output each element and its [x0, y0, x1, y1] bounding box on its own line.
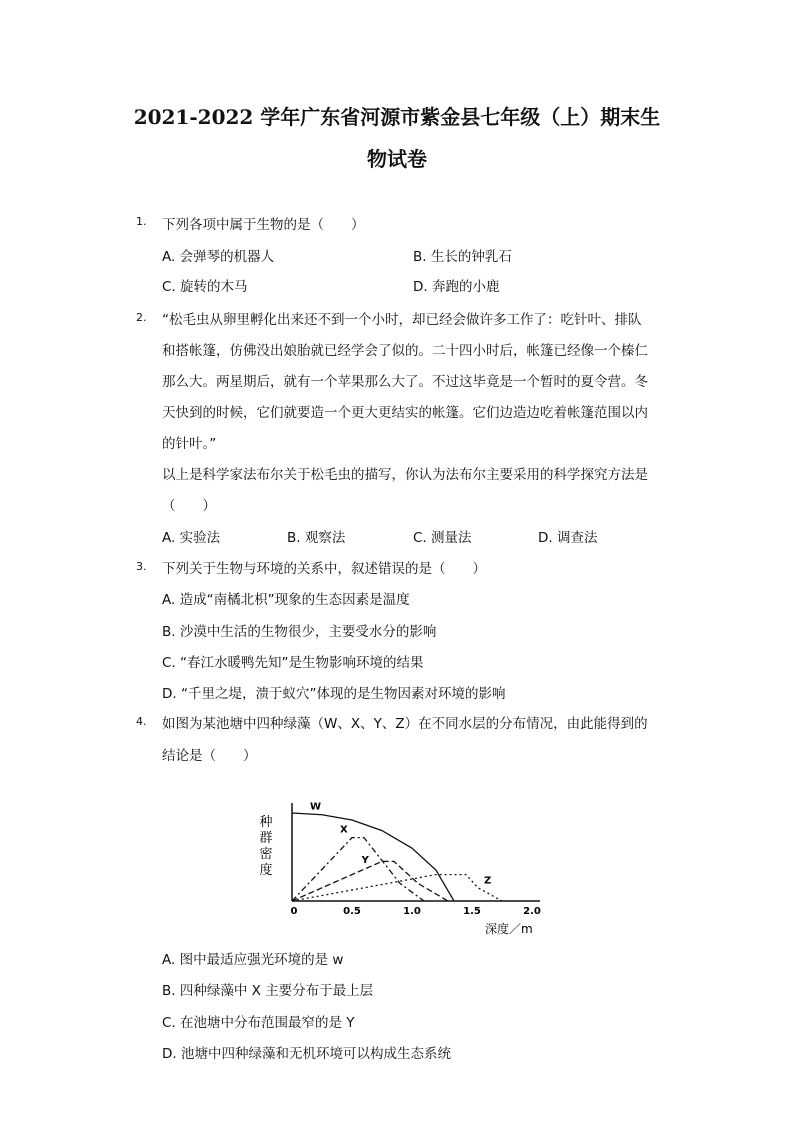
question-3-number: 3. — [136, 560, 147, 573]
question-3-option-d: D. “千里之堤，溃于蚁穴”体现的是生物因素对环境的影响 — [162, 686, 506, 702]
svg-text:种: 种 — [259, 815, 273, 830]
question-2-line: 的针叶。” — [162, 436, 217, 452]
series-y-line — [292, 861, 448, 901]
question-2-number: 2. — [136, 311, 147, 324]
question-2-line: 和搭帐篷，仿佛没出娘胎就已经学会了似的。二十四小时后，帐篷已经像一个榛仁 — [162, 343, 648, 359]
series-w-line — [292, 813, 454, 901]
exam-title-line2: 物试卷 — [367, 147, 427, 171]
question-4-number: 4. — [136, 715, 147, 728]
x-tick-label: 0 — [290, 906, 298, 917]
y-axis-label — [259, 815, 272, 878]
question-2-option-d: D. 调查法 — [538, 530, 598, 546]
question-1-stem: 下列各项中属于生物的是（ ） — [162, 217, 365, 233]
question-4-option-c: C. 在池塘中分布范围最窄的是 Y — [162, 1015, 355, 1031]
question-4-stem-line2: 结论是（ ） — [162, 748, 257, 764]
x-tick-label: 0.5 — [343, 906, 361, 917]
question-2-line: “松毛虫从卵里孵化出来还不到一个小时，却已经会做许多工作了：吃针叶、排队 — [162, 312, 642, 328]
exam-title-line1: 2021-2022 学年广东省河源市紫金县七年级（上）期末生 — [133, 105, 661, 129]
question-2-line: 天快到的时候，它们就要造一个更大更结实的帐篷。它们边造边吃着帐篷范围以内 — [162, 405, 648, 421]
series-z-line — [292, 875, 502, 901]
question-1-option-c: C. 旋转的木马 — [162, 279, 248, 295]
svg-text:度: 度 — [259, 863, 273, 878]
question-4-option-b: B. 四种绿藻中 X 主要分布于最上层 — [162, 983, 374, 999]
svg-text:密: 密 — [259, 847, 273, 862]
x-tick-label: 1.0 — [403, 906, 421, 917]
question-4-stem-line1: 如图为某池塘中四种绿藻（W、X、Y、Z）在不同水层的分布情况，由此能得到的 — [162, 716, 648, 732]
question-1-option-d: D. 奔跑的小鹿 — [413, 279, 500, 295]
series-z-label: Z — [484, 875, 492, 887]
series-x-line — [292, 838, 424, 901]
question-4-option-d: D. 池塘中四种绿藻和无机环境可以构成生态系统 — [162, 1046, 451, 1062]
question-3-option-c: C. “春江水暖鸭先知”是生物影响环境的结果 — [162, 655, 424, 671]
question-2-line: （ ） — [162, 498, 216, 514]
question-3-option-b: B. 沙漠中生活的生物很少，主要受水分的影响 — [162, 624, 437, 640]
x-tick-label: 2.0 — [523, 906, 541, 917]
series-y-label: Y — [361, 855, 369, 867]
series-w-label: W — [310, 801, 322, 813]
question-3-stem: 下列关于生物与环境的关系中，叙述错误的是（ ） — [162, 561, 486, 577]
svg-text:群: 群 — [259, 831, 273, 846]
question-2-option-c: C. 测量法 — [413, 530, 472, 546]
question-2-line: 那么大。两星期后，就有一个苹果那么大了。不过这毕竟是一个暂时的夏令营。冬 — [162, 374, 648, 390]
series-x-label: X — [340, 824, 348, 836]
question-1-number: 1. — [136, 215, 147, 228]
question-4-option-a: A. 图中最适应强光环境的是 w — [162, 952, 344, 968]
algae-distribution-chart — [250, 795, 550, 945]
x-tick-label: 1.5 — [463, 906, 481, 917]
question-2-option-a: A. 实验法 — [162, 530, 221, 546]
question-1-option-a: A. 会弹琴的机器人 — [162, 249, 275, 265]
question-1-option-b: B. 生长的钟乳石 — [413, 249, 512, 265]
question-3-option-a: A. 造成“南橘北枳”现象的生态因素是温度 — [162, 592, 410, 608]
question-2-option-b: B. 观察法 — [287, 530, 346, 546]
x-axis-label: 深度／m — [485, 922, 533, 936]
question-2-line: 以上是科学家法布尔关于松毛虫的描写，你认为法布尔主要采用的科学探究方法是 — [162, 467, 648, 483]
